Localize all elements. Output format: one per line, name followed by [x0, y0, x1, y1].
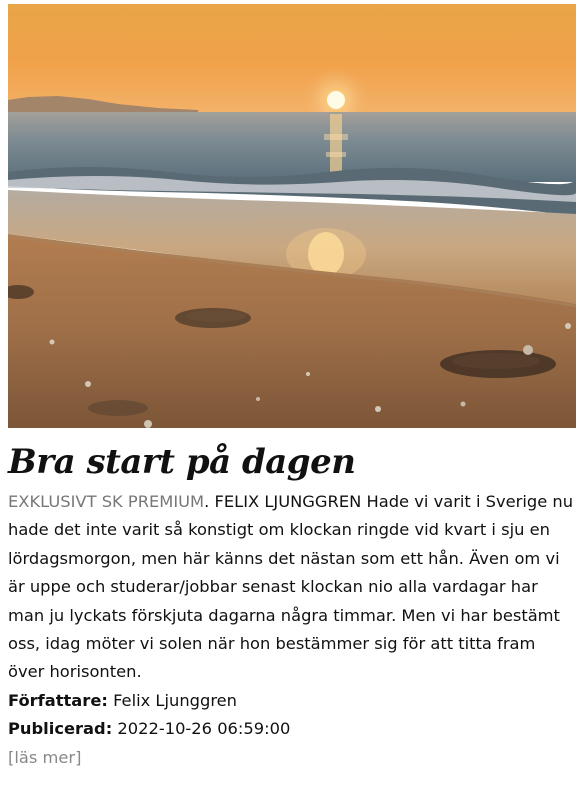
published-date: 2022-10-26 06:59:00	[117, 719, 291, 739]
published-label: Publicerad:	[8, 719, 113, 739]
author-label: Författare:	[8, 690, 108, 710]
author-name: Felix Ljunggren	[113, 690, 237, 710]
article-teaser: EXKLUSIVT SK PREMIUM. FELIX LJUNGGREN Hade vi varit i Sverige nu hade det inte varit så konstigt om klockan ringde vid kvart i sju en lördagsmorgon, men här känns det nästan som ett hån. Även om vi är uppe och studerar/jobbar senast klockan nio alla vardagar har man ju lyckats förskjuta dagarna några timmar. Men vi har bestämt oss, idag möter vi solen när hon bestämmer sig för att titta fram över horisonten. Författare: Felix Ljunggren Publicerad: 2022-10-26 06:59:00 [läs mer]	[8, 488, 574, 772]
read-more-link[interactable]: [läs mer]	[8, 747, 82, 767]
article-title[interactable]: Bra start på dagen	[8, 442, 356, 482]
published-line	[8, 715, 574, 743]
premium-label: EXKLUSIVT SK PREMIUM	[8, 492, 205, 511]
author-caps: FELIX LJUNGGREN	[214, 492, 362, 511]
author-line	[8, 687, 574, 715]
article-image[interactable]	[8, 4, 576, 428]
article-excerpt: Hade vi varit i Sverige nu hade det inte varit så konstigt om klockan ringde vid kvart i sju en lördagsmorgon, men här känns det nästan som ett hån. Även om vi är uppe och studerar/jobbar senast klockan nio alla vardagar har man ju lyckats förskjuta dagarna några timmar. Men vi har bestämt oss, idag möter vi solen när hon bestämmer sig för att titta fram över horisonten.	[8, 492, 574, 682]
